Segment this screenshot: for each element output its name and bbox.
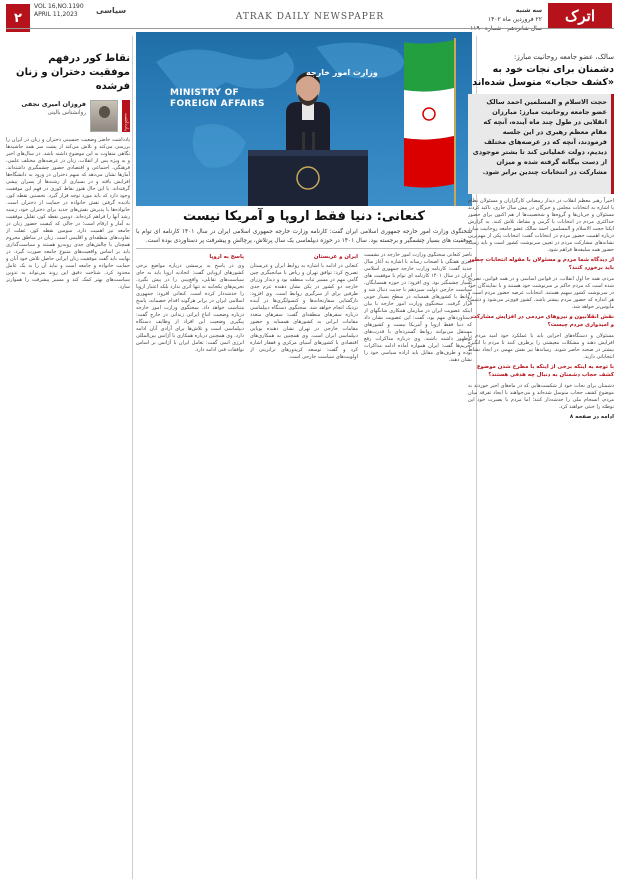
opinion-column bbox=[6, 52, 130, 879]
main-story-columns bbox=[136, 252, 472, 879]
continued-link[interactable]: ادامه در صفحه ۸ bbox=[569, 414, 614, 420]
issue-date: APRIL 11,2023 bbox=[34, 11, 78, 18]
masthead-english: ATRAK DAILY NEWSPAPER bbox=[235, 12, 385, 22]
author-name: فروزان امیری نجفی bbox=[21, 100, 86, 108]
story-text: وی در پاسخ به پرسشی درباره مواضع برخی کشورهای اروپایی گفت: اتحادیه اروپا باید به جای سیاست‌های تقابلی، واقع‌بینی را در پیش بگیرد. تحریم‌های یکجانبه نه تنها اثری ندارد بلکه اعتبار اروپا را خدشه‌دار کرده است. کنعانی افزود: جمهوری اسلامی ایران در برابر هرگونه اقدام خصمانه، پاسخ متناسب خواهد داد. سخنگوی وزارت امور خارجه درباره وضعیت اتباع ایرانی زندانی در خارج گفت: پیگیری وضعیت این افراد از وظایف دستگاه دیپلماسی است و تلاش‌ها برای آزادی آنان ادامه دارد. وی همچنین درباره همکاری با آژانس بین‌المللی انرژی اتمی گفت: تعامل ایران با آژانس بر اساس توافقات فنی ادامه دارد. bbox=[136, 263, 244, 353]
ministry-sign-fa: وزارت امور خارجه bbox=[306, 68, 378, 77]
flag-green bbox=[404, 40, 454, 92]
editorial-kicker: سالک، عضو جامعه روحانیت مبارز: bbox=[513, 53, 614, 61]
story-column-2 bbox=[250, 252, 358, 879]
story-text: ناصر کنعانی سخنگوی وزارت امور خارجه در نشست خبری هفتگی با اصحاب رسانه با اشاره به آغاز سال جدید گفت: کارنامه وزارت خارجه جمهوری اسلامی ایران در سال ۱۴۰۱ کارنامه ای توام با موفقیت های بسیار چشمگیر بود. وی افزود: در حوزه همسایگان، سیاست خارجی دولت سیزدهم با جدیت دنبال شد و روابط با کشورهای همسایه در سطح بسیار خوبی قرار گرفت. سخنگوی وزارت امور خارجه با بیان اینکه عضویت ایران در سازمان همکاری شانگهای از دستاوردهای مهم بود، گفت: این عضویت نشان داد که دنیا فقط اروپا و آمریکا نیست و کشورهای مستقل می‌توانند روابط گسترده‌ای با قدرت‌های نوظهور داشته باشند. وی درباره مذاکرات رفع تحریم‌ها گفت: ایران همواره آماده ادامه مذاکرات بوده و طرف‌های مقابل باید اراده سیاسی خود را نشان دهند. bbox=[364, 252, 472, 363]
story-subtitle: ایران و عربستان bbox=[313, 254, 358, 260]
author-role: روانشناس بالینی bbox=[47, 110, 86, 116]
opinion-title[interactable]: نقاط کور درفهم موفقیت دختران و زنان فرشده bbox=[16, 53, 130, 92]
author-photo bbox=[90, 100, 118, 132]
ministry-line1: MINISTRY OF bbox=[170, 88, 239, 98]
photo-illustration bbox=[136, 32, 472, 206]
ministry-sign-en bbox=[170, 88, 265, 110]
opinion-byline bbox=[6, 100, 130, 132]
microphone bbox=[302, 132, 305, 150]
podium bbox=[248, 150, 368, 206]
page-number: ۲ bbox=[6, 4, 30, 32]
issue-volume: VOL 16,NO.1190 bbox=[34, 3, 84, 10]
story-text: کنعانی در ادامه با اشاره به روابط ایران و عربستان تصریح کرد: توافق تهران و ریاض با میانجیگری چین گامی مهم در مسیر ثبات منطقه بود و دیدار وزرای خارجه دو کشور در پکن نشان دهنده عزم جدی طرفین برای از سرگیری روابط است. وی افزود: بازگشایی سفارتخانه‌ها و کنسولگری‌ها در آینده نزدیک انجام خواهد شد. سخنگوی دستگاه دیپلماسی درباره سفرهای منطقه‌ای گفت: سفرهای متعدد مقامات ایرانی به کشورهای همسایه و حضور مقامات خارجی در تهران نشان دهنده پویایی دیپلماسی ایران است. وی همچنین به همکاری‌های اقتصادی با کشورهای آسیای مرکزی و قفقاز اشاره کرد و گفت: توسعه کریدورهای ترانزیتی از اولویت‌های سیاست خارجی است. bbox=[250, 263, 358, 360]
editorial-title[interactable]: دشمنان برای نجات خود به «کشف حجاب» متوسل شده‌اند bbox=[472, 64, 614, 88]
opinion-body: یادداشت حاضر وضعیت جنسیتی دختران و زنان در ایران را بررسی می‌کند و تلاش می‌کند از پشت سر همه حاشیه‌ها نگاهی متفاوت به این موضوع داشته باشد. در سال‌های اخیر و به ویژه پس از انقلاب، زنان در عرصه‌های مختلف علمی، فرهنگی، اجتماعی و اقتصادی حضور چشمگیری داشته‌اند. آمارها نشان می‌دهد که سهم دختران در ورود به دانشگاه‌ها افزایش یافته و در بسیاری از رشته‌ها از پسران پیشی گرفته‌اند. با این حال هنوز نقاط کوری در فهم این موفقیت وجود دارد که باید مورد توجه قرار گیرد. نخستین نقطه کور، نادیده گرفتن نقش خانواده در حمایت از دختران است. خانواده‌ها با پذیرش نقش‌های جدید برای دختران خود، زمینه رشد آنها را فراهم کرده‌اند. دومین نقطه کور، تقلیل موفقیت به آمار و ارقام است؛ در حالی که کیفیت حضور زنان در جامعه نیز اهمیت دارد. سومین نقطه کور، غفلت از تفاوت‌های منطقه‌ای و اقلیمی است. زنان در مناطق محروم همچنان با چالش‌های جدی روبه‌رو هستند و سیاست‌گذاری باید بر اساس واقعیت‌های متنوع جامعه صورت گیرد. در نهایت باید گفت موفقیت زنان ایرانی حاصل تلاش خود آنان و حمایت خانواده و جامعه است و نباید آن را به یک عامل محدود کرد. شناخت دقیق این روند می‌تواند به تدوین سیاست‌های بهتر کمک کند و مسیر پیشرفت را هموارتر سازد. bbox=[6, 137, 130, 290]
editorial-answer: دشمنان برای نجات خود از شکست‌هایی که در ماه‌های اخیر خوردند به موضوع کشف حجاب متوسل شده‌اند و می‌خواهند با ایجاد تفرقه میان مردم، انسجام ملی را خدشه‌دار کنند؛ اما مردم با بصیرت خود این توطئه را خنثی خواهند کرد. bbox=[468, 383, 614, 410]
header-divider bbox=[6, 28, 614, 29]
main-headline[interactable]: کنعانی: دنیا فقط اروپا و آمریکا نیست bbox=[183, 209, 425, 224]
editorial-question: با توجه به اینکه برخی از اینکه با مطرح شدن موضوع کشف حجاب دشمنان به دنبال چه هدفی هستند؟ bbox=[476, 364, 614, 378]
story-column-3 bbox=[136, 252, 244, 879]
flag-red bbox=[404, 136, 454, 188]
main-photo[interactable] bbox=[136, 32, 472, 206]
map-shape bbox=[193, 124, 246, 168]
persian-date: ۲۲ فروردین ماه ۱۴۰۲ bbox=[487, 16, 542, 23]
weekday: سه شنبه bbox=[515, 7, 542, 14]
main-subhead: سخنگوی وزارت امور خارجه جمهوری اسلامی ایران گفت: کارنامه وزارت خارجه جمهوری اسلامی ایران در سال ۱۴۰۱ کارنامه ای توام با موفقیت های بسیار چشمگیر و برجسته بود. سال ۱۴۰۱ در حوزه دیپلماسی یک سال پرتلاش، پرچالش و پیشرفت پر دستاوردی بوده است. bbox=[136, 228, 472, 249]
ministry-line2: FOREIGN AFFAIRS bbox=[170, 99, 265, 109]
flag-pole bbox=[454, 38, 456, 206]
newspaper-logo[interactable]: اترک bbox=[548, 3, 612, 29]
story-column-1 bbox=[364, 252, 472, 879]
editorial-answer: مردم، همه‌ جا اول انقلاب، در قوانین اساسی و در همه قوانین، تصریح شده است که مردم حاکم بر سرنوشت خود هستند و با نمایندگان خود در سرنوشت کشور سهیم هستند. انتخابات عرصه حضور مردم است و هر اندازه که حضور مردم بیشتر باشد، کشور قوی‌تر می‌شود و دشمن مأیوس‌تر خواهد شد. bbox=[468, 276, 614, 310]
author-info bbox=[21, 100, 86, 117]
editorial-question: نقش انقلابیون و نیروهای مردمی در افزایش مشارکت و امیدواری مردم چیست؟ bbox=[471, 314, 614, 328]
column-divider bbox=[132, 36, 133, 879]
editorial-column bbox=[468, 52, 614, 879]
editorial-question: از دیدگاه شما مردم و مسئولان با مقوله انتخابات چطور باید برخورد کنند؟ bbox=[468, 257, 614, 271]
editorial-body: اخیراً رهبر معظم انقلاب در دیدار رمضانی کارگزاران و مسئولان نظام با اشاره به انتخابات مجلس و خبرگان در پیش سال جاری، تاکید کردند مسئولان و جریان‌ها و گروه‌ها و شخصیت‌ها از هم اکنون برای حضور حداکثری مردم در انتخابات با گرمی و نشاط، تلاش کنند. به گزارش ایکنا حجت الاسلام و المسلمین احمد سالک عضو جامعه روحانیت مبارز درباره اهمیت حضور مردم در انتخابات گفت: انتخابات یکی از مهم‌ترین نشانه‌های مشارکت مردم در تعیین سرنوشت کشور است و باید زمینه حضور همه سلیقه‌ها فراهم شود. bbox=[468, 198, 614, 253]
opinion-label: یادداشت bbox=[122, 100, 130, 132]
story-subtitle: پاسخ به اروپا bbox=[209, 254, 244, 260]
flag-white bbox=[404, 88, 454, 140]
editorial-lead: حجت الاسلام و المسلمین احمد سالک عضو جامعه روحانیت مبارز: مبارزان انقلابی در طول چند ماه آینده، آنچه که مقام معظم رهبری در این جلسه فرمودند، آنچه که در عرصه‌های مختلف دیدیم، دولت عملیاتی کند تا بشتر موجودی از دست بیگانه گرفته شده و میزان مشارکت در انتخابات چندین برابر شود. bbox=[468, 94, 614, 194]
section-label: سیاسی bbox=[96, 6, 127, 15]
microphone bbox=[312, 132, 315, 150]
editorial-answer: مسئولان و دستگاه‌های اجرایی باید با عملکرد خود امید مردم را افزایش دهند و مشکلات معیشتی را برطرف کنند تا مردم با انگیزه بیشتر در صحنه حاضر شوند. رسانه‌ها نیز نقش مهمی در ایجاد نشاط انتخاباتی دارند. bbox=[468, 333, 614, 360]
map-shape bbox=[156, 50, 294, 94]
